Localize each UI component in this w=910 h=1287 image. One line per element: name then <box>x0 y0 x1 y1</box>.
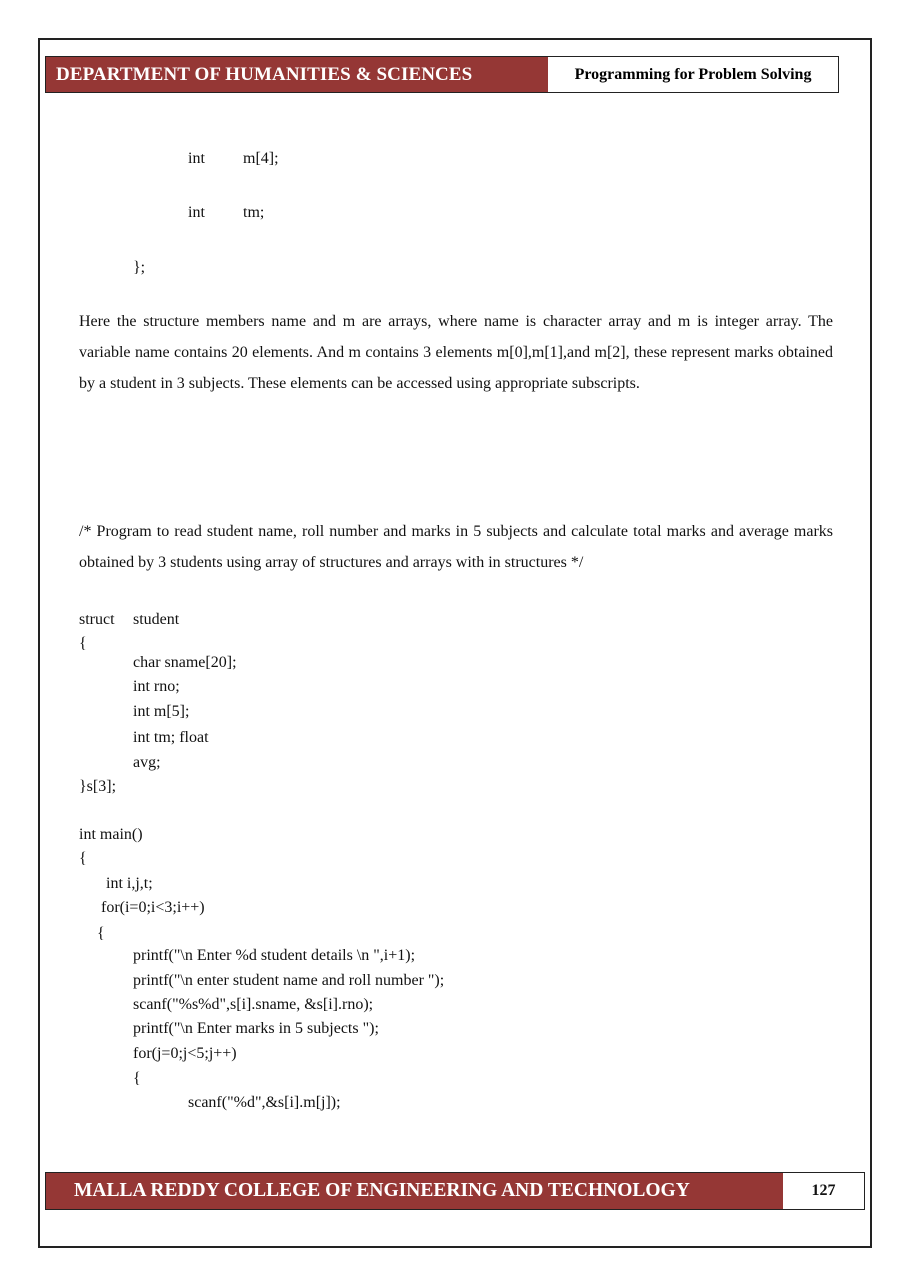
page-footer <box>45 1172 865 1210</box>
code-line: printf("\n Enter %d student details \n ",i+1); <box>133 947 416 964</box>
code-line: int rno; <box>133 678 180 695</box>
code-line: scanf("%d",&s[i].m[j]); <box>188 1094 341 1111</box>
code-line: int m[5]; <box>133 703 190 720</box>
code-brace: { <box>79 635 87 652</box>
page-header <box>45 56 839 93</box>
code-line: char sname[20]; <box>133 654 237 671</box>
page-border <box>38 38 872 1248</box>
code-line: int tm; float <box>133 729 209 746</box>
program-comment: /* Program to read student name, roll number and marks in 5 subjects and calculate total marks and average marks obtained by 3 students using array of structures and arrays with in structures */ <box>79 523 833 571</box>
code-struct-close: }; <box>133 259 146 276</box>
subject-title: Programming for Problem Solving <box>548 57 838 92</box>
code-type: int <box>188 150 205 167</box>
code-line: for(i=0;i<3;i++) <box>101 899 205 916</box>
code-main-signature: int main() <box>79 826 143 843</box>
code-line: for(j=0;j<5;j++) <box>133 1045 237 1062</box>
code-struct-keyword: struct <box>79 611 115 628</box>
code-brace: { <box>79 850 87 867</box>
code-line: scanf("%s%d",s[i].sname, &s[i].rno); <box>133 996 374 1013</box>
code-brace: { <box>133 1070 141 1087</box>
code-member: m[4]; <box>243 150 279 167</box>
college-name: MALLA REDDY COLLEGE OF ENGINEERING AND TECHNOLOGY <box>46 1173 783 1209</box>
page-number: 127 <box>783 1173 864 1209</box>
code-member: tm; <box>243 204 265 221</box>
code-line: printf("\n Enter marks in 5 subjects "); <box>133 1020 379 1037</box>
code-line: printf("\n enter student name and roll number "); <box>133 972 445 989</box>
code-struct-end: }s[3]; <box>79 778 117 795</box>
code-brace: { <box>97 925 105 942</box>
code-type: int <box>188 204 205 221</box>
code-struct-name: student <box>133 611 180 628</box>
department-title: DEPARTMENT OF HUMANITIES & SCIENCES <box>46 57 548 92</box>
paragraph-arrays-explanation: Here the structure members name and m are arrays, where name is character array and m is integer array. The variable name contains 20 elements. And m contains 3 elements m[0],m[1],and m[2], these represent marks obtained by a student in 3 subjects. These elements can be accessed using appropriate subscripts. <box>79 313 833 392</box>
code-line: avg; <box>133 754 161 771</box>
code-line: int i,j,t; <box>106 875 153 892</box>
